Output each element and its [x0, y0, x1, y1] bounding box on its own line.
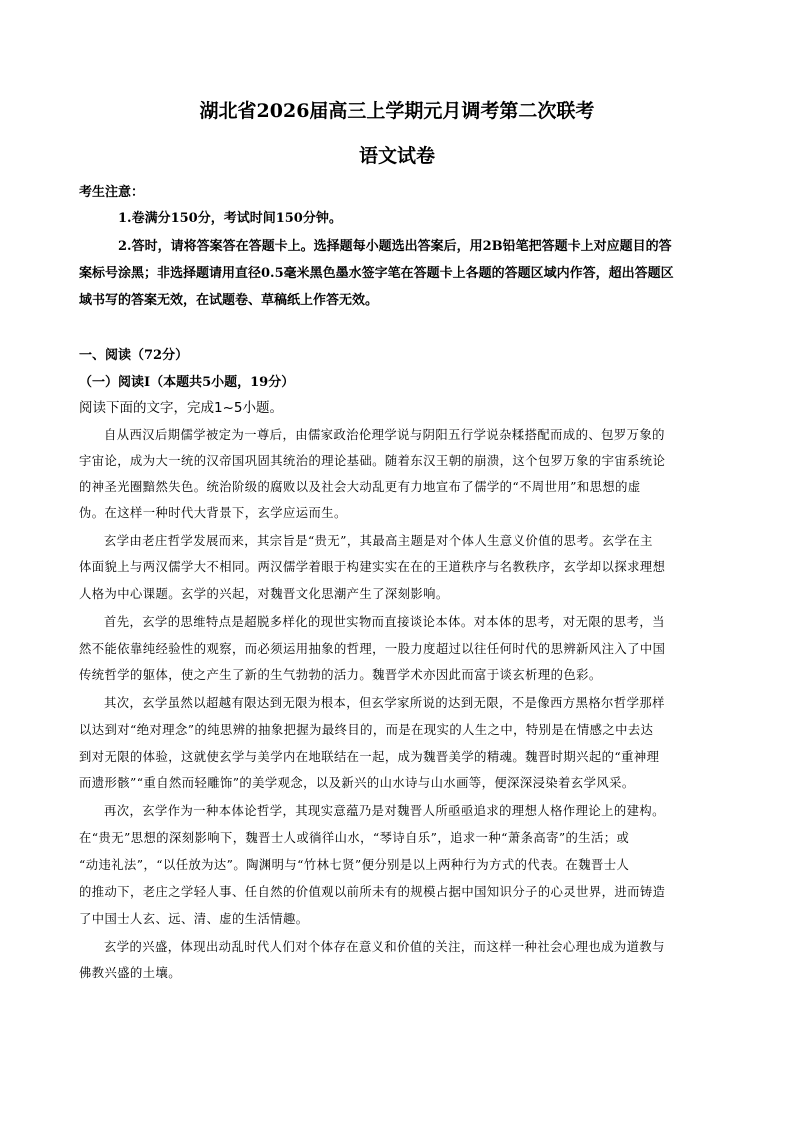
passage-line: 体面貌上与两汉儒学大不相同。两汉儒学着眼于构建实实在在的王道秩序与名教秩序，玄学却以探求理想 — [79, 560, 666, 574]
notice-item-2-line-3: 域书写的答案无效，在试题卷、草稿纸上作答无效。 — [79, 293, 379, 308]
passage-line: 人格为中心课题。玄学的兴起，对魏晋文化思潮产生了深刻影响。 — [79, 587, 449, 601]
passage-line: 了中国士人玄、远、清、虚的生活情趣。 — [79, 912, 309, 926]
passage-line: 然不能依靠纯经验性的观察，而必须运用抽象的哲理，一股力度超过以往任何时代的思辨新风注入了中国 — [79, 642, 666, 656]
passage-line: 自从西汉后期儒学被定为一尊后，由儒家政治伦理学说与阴阳五行学说杂糅搭配而成的、包罗万象的 — [104, 428, 665, 442]
passage-line: 首先，玄学的思维特点是超脱多样化的现世实物而直接谈论本体。对本体的思考，对无限的思考，当 — [104, 615, 665, 629]
passage-line: 而遗形骸”“重自然而轻雕饰”的美学观念，以及新兴的山水诗与山水画等，便深深浸染着玄学风采。 — [79, 776, 635, 790]
passage-line: 宇宙论，成为大一统的汉帝国巩固其统治的理论基础。随着东汉王朝的崩溃，这个包罗万象的宇宙系统论 — [79, 454, 666, 468]
passage-line: 其次，玄学虽然以超越有限达到无限为根本，但玄学家所说的达到无限，不是像西方黑格尔哲学那样 — [104, 696, 665, 710]
exam-subtitle: 语文试卷 — [358, 145, 435, 167]
passage-line: 玄学由老庄哲学发展而来，其宗旨是“贵无”，其最高主题是对个体人生意义价值的思考。玄学在主 — [104, 534, 653, 548]
section-instruction: 阅读下面的文字，完成1~5小题。 — [79, 400, 283, 416]
notice-item-2-line-1: 2.答时，请将答案答在答题卡上。选择题每小题选出答案后，用2B铅笔把答题卡上对应题目的答 — [118, 239, 672, 254]
passage-line: 佛教兴盛的土壤。 — [79, 966, 181, 980]
passage-line: 传统哲学的躯体，使之产生了新的生气勃勃的活力。魏晋学术亦因此而富于谈玄析理的色彩。 — [79, 668, 602, 682]
section-heading: 一、阅读（72分） — [79, 348, 189, 363]
section-subheading: （一）阅读Ⅰ（本题共5小题，19分） — [79, 375, 295, 390]
passage-line: “动违礼法”，“以任放为达”。陶渊明与“竹林七贤”便分别是以上两种行为方式的代表。在魏晋士人 — [79, 858, 630, 872]
notice-label: 考生注意： — [79, 185, 145, 200]
passage-line: 以达到对“绝对理念”的纯思辨的抽象把握为最终目的，而是在现实的人生之中，特别是在情感之中去达 — [79, 723, 654, 737]
passage-line: 的神圣光圈黯然失色。统治阶级的腐败以及社会大动乱更有力地宣布了儒学的“不周世用”和思想的虚 — [79, 480, 641, 494]
notice-item-2-line-2: 案标号涂黑；非选择题请用直径0.5毫米黑色墨水签字笔在答题卡上各题的答题区域内作答，超出答题区 — [79, 266, 674, 281]
passage-line: 伪。在这样一种时代大背景下，玄学应运而生。 — [79, 506, 347, 520]
passage-line: 再次，玄学作为一种本体论哲学，其现实意蕴乃是对魏晋人所亟亟追求的理想人格作理论上的建构。 — [104, 804, 665, 818]
passage-line: 在“贵无”思想的深刻影响下，魏晋士人或徜徉山水，“琴诗自乐”，追求一种“萧条高寄”的生活；或 — [79, 831, 630, 845]
exam-title: 湖北省2026届高三上学期元月调考第二次联考 — [199, 100, 595, 122]
passage-line: 玄学的兴盛，体现出动乱时代人们对个体存在意义和价值的关注，而这样一种社会心理也成为道教与 — [104, 940, 665, 954]
passage-line: 到对无限的体验，这就使玄学与美学内在地联结在一起，成为魏晋美学的精魂。魏晋时期兴起的“重神理 — [79, 750, 660, 764]
passage-line: 的推动下，老庄之学轻人事、任自然的价值观以前所未有的规模占据中国知识分子的心灵世界，进而铸造 — [79, 885, 666, 899]
notice-item-1: 1.卷满分150分，考试时间150分钟。 — [118, 211, 342, 226]
